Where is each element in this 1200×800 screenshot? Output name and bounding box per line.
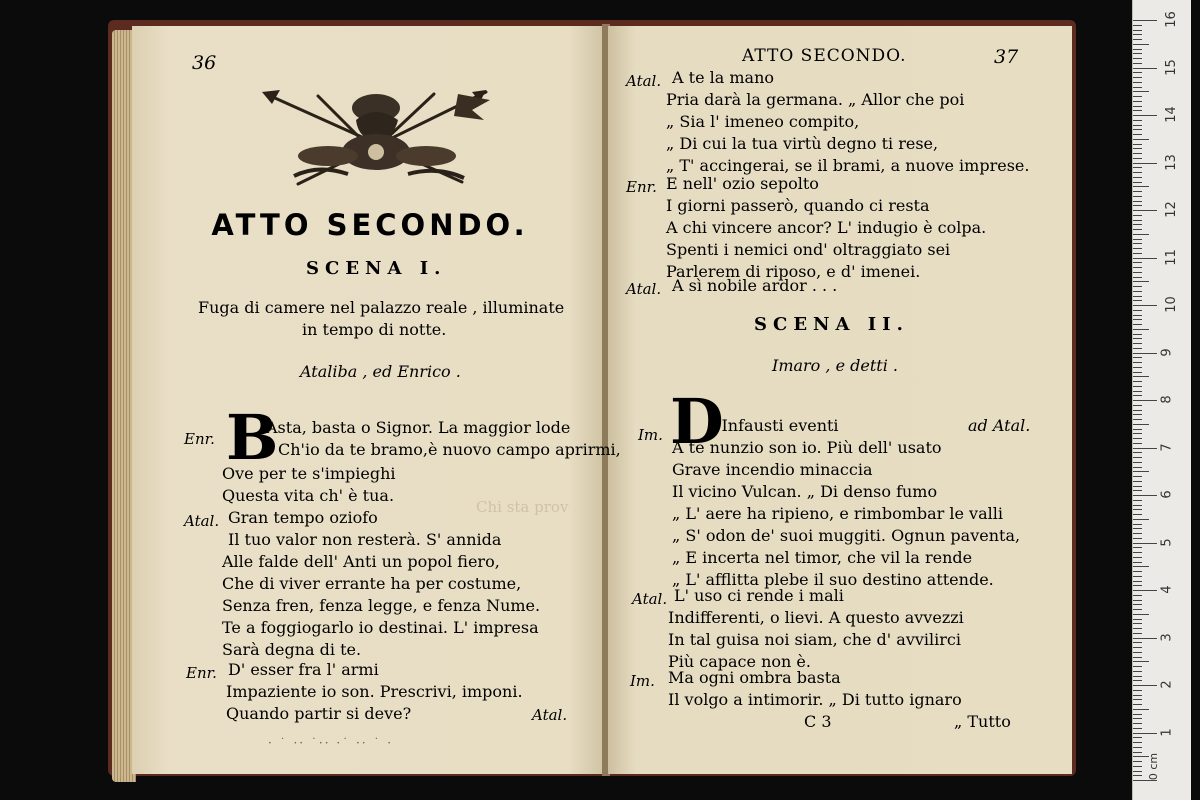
ruler-tick [1133,277,1142,278]
ruler-number: 1 [1159,727,1175,737]
ruler-tick [1133,638,1157,639]
ruler-tick [1133,642,1142,643]
ruler-tick [1133,400,1157,401]
ruler-tick [1133,201,1142,202]
scene-characters: Imaro , e detti . [772,356,898,375]
verse-line: Sarà degna di te. [222,640,362,659]
ruler-tick [1133,262,1142,263]
ruler-tick [1133,737,1142,738]
ruler-tick [1133,576,1142,577]
ruler-tick [1133,775,1142,776]
ruler-tick [1133,590,1157,591]
ruler-tick [1133,604,1142,605]
verse-line: Spenti i nemici ond' oltraggiato sei [666,240,951,259]
ruler-tick [1133,191,1142,192]
ruler-tick [1133,172,1142,173]
ruler-tick [1133,167,1142,168]
ruler-tick [1133,448,1157,449]
ruler-tick [1133,357,1142,358]
verse-line: L' uso ci rende i mali [674,586,844,605]
speaker-label: Atal. [632,590,668,608]
drop-cap: D [670,385,724,458]
verse-line: „ S' odon de' suoi muggiti. Ognun paventa, [672,526,1021,545]
verse-line: Ch'io da te bramo,è nuovo campo aprirmi, [278,440,621,459]
ruler-tick [1133,25,1142,26]
ruler-tick [1133,443,1142,444]
ruler-tick [1133,495,1157,496]
verse-line: Parlerem di riposo, e d' imenei. [666,262,921,281]
verse-line: I giorni passerò, quando ci resta [666,196,930,215]
ruler-tick [1133,505,1142,506]
ruler-tick [1133,771,1142,772]
verse-line: Te a foggiogarlo io destinai. L' impresa [222,618,539,637]
ruler-tick [1133,614,1149,615]
ruler-tick [1133,367,1142,368]
ruler-tick [1133,486,1142,487]
ruler-tick [1133,619,1142,620]
ruler-tick [1133,205,1142,206]
ruler-tick [1133,343,1142,344]
ruler-tick [1133,467,1142,468]
ruler-tick [1133,452,1142,453]
ruler-tick [1133,210,1157,211]
ruler-tick [1133,538,1142,539]
ruler-tick [1133,723,1142,724]
ruler-tick [1133,457,1142,458]
ruler-tick [1133,509,1142,510]
ruler-tick [1133,281,1149,282]
ruler-tick [1133,381,1142,382]
verse-line: ' Infausti eventi [712,416,839,435]
ruler-number: 9 [1159,347,1175,357]
ruler-tick [1133,220,1142,221]
ruler-tick [1133,68,1157,69]
ruler-tick [1133,628,1142,629]
ruler-tick [1133,196,1142,197]
verse-line: Gran tempo oziofo [228,508,378,527]
ruler-number: 8 [1159,395,1175,404]
ruler-tick [1133,224,1142,225]
ruler-tick [1133,315,1142,316]
verse-line: „ L' aere ha ripieno, e rimbombar le valli [672,504,1003,523]
left-page-number: 36 [192,52,217,74]
ruler-tick [1133,543,1157,544]
ruler-tick [1133,742,1142,743]
ruler-tick [1133,177,1142,178]
ruler-tick [1133,552,1142,553]
ruler-tick [1133,87,1142,88]
ruler-tick [1133,652,1142,653]
ruler-tick [1133,718,1142,719]
scene-title: SCENA I. [306,258,447,279]
ruler-tick [1133,438,1142,439]
ruler-tick [1133,163,1157,164]
speaker-label: Im. [638,426,663,444]
trophy-ornament-icon [258,86,490,190]
ruler-tick [1133,519,1149,520]
ruler-tick [1133,704,1142,705]
verse-line: Pria darà la germana. „ Allor che poi [666,90,965,109]
verse-line: A te la mano [672,68,775,87]
ruler-number: 7 [1159,442,1175,452]
ruler-tick [1133,500,1142,501]
verse-line: Asta, basta o Signor. La maggior lode [266,418,571,437]
ruler-tick [1133,134,1142,135]
scene-characters: Ataliba , ed Enrico . [300,362,461,381]
drop-cap: B [226,401,279,474]
ruler-tick [1133,780,1157,781]
ruler-tick [1133,248,1142,249]
verse-line: E nell' ozio sepolto [666,174,819,193]
ruler-tick [1133,77,1142,78]
ruler-tick [1133,362,1142,363]
right-page-number: 37 [994,46,1019,68]
speaker-label: Enr. [184,430,215,448]
verse-line: Questa vita ch' è tua. [222,486,395,505]
stage-direction: ad Atal. [968,416,1031,435]
ruler-tick [1133,58,1142,59]
ruler-tick [1133,595,1142,596]
ruler-tick [1133,690,1142,691]
measurement-ruler [1132,0,1191,800]
scene-setting-line1: Fuga di camere nel palazzo reale , illuminate [198,298,565,317]
ruler-tick [1133,82,1142,83]
faded-text: Chi sta prov [476,498,569,516]
ruler-tick [1133,258,1157,259]
verse-line: Il volgo a intimorir. „ Di tutto ignaro [668,690,962,709]
ruler-tick [1133,110,1142,111]
verse-line: Senza fren, fenza legge, e fenza Nume. [222,596,541,615]
ruler-tick [1133,49,1142,50]
verse-line: A chi vincere ancor? L' indugio è colpa. [666,218,987,237]
ruler-tick [1133,310,1142,311]
running-head: ATTO SECONDO. [742,46,907,66]
ruler-number: 16 [1163,11,1179,28]
ruler-tick [1133,671,1142,672]
printer-mark: · ˙ ·· ˙·· ·˙ ·· ˙ · [268,736,394,750]
ruler-tick [1133,680,1142,681]
ruler-tick [1133,72,1142,73]
ruler-tick [1133,661,1149,662]
ruler-tick [1133,528,1142,529]
ruler-tick [1133,657,1142,658]
ruler-number: 13 [1163,153,1179,171]
ruler-tick [1133,300,1142,301]
speaker-label: Atal. [626,280,662,298]
verse-line: „ Sia l' imeneo compito, [666,112,860,131]
ruler-tick [1133,647,1142,648]
verse-line: Impaziente io son. Prescrivi, imponi. [226,682,523,701]
verse-line: A te nunzio son io. Più dell' usato [672,438,942,457]
ruler-tick [1133,566,1149,567]
ruler-tick [1133,30,1142,31]
ruler-number: 4 [1159,585,1175,594]
ruler-tick [1133,324,1142,325]
ruler-tick [1133,728,1142,729]
act-title: ATTO SECONDO. [211,208,529,242]
ruler-tick [1133,39,1142,40]
verse-line: A sì nobile ardor . . . [672,276,838,295]
verse-line: Grave incendio minaccia [672,460,873,479]
ruler-tick [1133,334,1142,335]
signature-mark: C 3 [804,712,832,731]
ruler-tick [1133,386,1142,387]
ruler-number: 15 [1163,58,1179,76]
ruler-tick [1133,148,1142,149]
ruler-tick [1133,395,1142,396]
verse-line: Che di viver errante ha per costume, [222,574,522,593]
ruler-tick [1133,139,1149,140]
ruler-tick [1133,305,1157,306]
ruler-tick [1133,44,1149,45]
verse-line: Più capace non è. [668,652,811,671]
ruler-tick [1133,243,1142,244]
ruler-tick [1133,34,1142,35]
verse-line: Alle falde dell' Anti un popol fiero, [222,552,500,571]
ruler-tick [1133,267,1142,268]
ruler-tick [1133,239,1142,240]
ruler-tick [1133,714,1142,715]
ruler-tick [1133,414,1142,415]
ruler-tick [1133,557,1142,558]
verse-line: Il tuo valor non resterà. S' annida [228,530,502,549]
ruler-number: 14 [1163,106,1179,123]
ruler-tick [1133,766,1142,767]
verse-line: Il vicino Vulcan. „ Di denso fumo [672,482,938,501]
ruler-number: 11 [1163,248,1179,266]
speaker-label: Im. [630,672,655,690]
ruler-tick [1133,158,1142,159]
ruler-tick [1133,329,1149,330]
ruler-tick [1133,581,1142,582]
ruler-tick [1133,623,1142,624]
ruler-tick [1133,376,1149,377]
verse-line: „ T' accingerai, se il brami, a nuove imprese. [666,156,1030,175]
verse-line: Ove per te s'impieghi [222,464,396,483]
ruler-tick [1133,699,1142,700]
ruler-tick [1133,353,1157,354]
verse-line: „ Di cui la tua virtù degno ti rese, [666,134,939,153]
ruler-tick [1133,666,1142,667]
ruler-tick [1133,481,1142,482]
ruler-tick [1133,125,1142,126]
ruler-number: 12 [1163,201,1179,218]
ruler-tick [1133,747,1142,748]
verse-line: In tal guisa noi siam, che d' avvilirci [668,630,961,649]
scene-setting-line2: in tempo di notte. [302,320,447,339]
ruler-tick [1133,676,1142,677]
ruler-tick [1133,182,1142,183]
ruler-number: 6 [1159,490,1175,499]
ruler-tick [1133,53,1142,54]
ruler-tick [1133,63,1142,64]
verse-line: D' esser fra l' armi [228,660,379,679]
ruler-tick [1133,296,1142,297]
ruler-tick [1133,761,1142,762]
ruler-tick [1133,633,1142,634]
ruler-tick [1133,291,1142,292]
catchword: „ Tutto [954,712,1011,731]
ruler-tick [1133,20,1157,21]
verse-line: Indifferenti, o lievi. A questo avvezzi [668,608,964,627]
ruler-tick [1133,338,1142,339]
ruler-tick [1133,120,1142,121]
ruler-number: 2 [1159,680,1175,689]
ruler-tick [1133,709,1149,710]
ruler-tick [1133,533,1142,534]
ruler-tick [1133,410,1142,411]
ruler-tick [1133,600,1142,601]
ruler-tick [1133,419,1142,420]
speaker-label: Enr. [186,664,217,682]
ruler-tick [1133,372,1142,373]
ruler-tick [1133,471,1149,472]
ruler-tick [1133,752,1142,753]
ruler-tick [1133,129,1142,130]
ruler-tick [1133,562,1142,563]
ruler-tick [1133,96,1142,97]
ruler-tick [1133,609,1142,610]
ruler-tick [1133,429,1142,430]
ruler-unit-label: 0 cm [1147,752,1161,781]
ruler-number: 10 [1163,296,1179,313]
ruler-tick [1133,229,1142,230]
scene-title: SCENA II. [754,314,909,335]
ruler-tick [1133,186,1149,187]
ruler-tick [1133,234,1149,235]
verse-line: „ L' afflitta plebe il suo destino attende. [672,570,994,589]
ruler-tick [1133,319,1142,320]
ruler-tick [1133,91,1149,92]
ruler-tick [1133,144,1142,145]
ruler-tick [1133,433,1142,434]
ruler-tick [1133,115,1157,116]
speaker-label: Atal. [626,72,662,90]
catchword: Atal. [532,706,568,724]
ruler-tick [1133,571,1142,572]
ruler-tick [1133,524,1142,525]
ruler-tick [1133,106,1142,107]
ruler-tick [1133,547,1142,548]
ruler-tick [1133,476,1142,477]
ruler-tick [1133,286,1142,287]
ruler-tick [1133,405,1142,406]
ruler-tick [1133,348,1142,349]
verse-line: Ma ogni ombra basta [668,668,841,687]
verse-line: Quando partir si deve? [226,704,412,723]
ruler-tick [1133,585,1142,586]
ruler-number: 5 [1159,537,1175,547]
ruler-number: 3 [1159,632,1175,642]
ruler-tick [1133,514,1142,515]
ruler-tick [1133,272,1142,273]
ruler-tick [1133,253,1142,254]
ruler-tick [1133,462,1142,463]
verse-line: „ E incerta nel timor, che vil la rende [672,548,973,567]
ruler-tick [1133,215,1142,216]
ruler-tick [1133,153,1142,154]
ruler-tick [1133,490,1142,491]
ruler-tick [1133,733,1157,734]
ruler-tick [1133,391,1142,392]
speaker-label: Enr. [626,178,657,196]
speaker-label: Atal. [184,512,220,530]
ruler-tick [1133,685,1157,686]
ruler-tick [1133,695,1142,696]
ruler-tick [1133,424,1149,425]
ruler-tick [1133,101,1142,102]
